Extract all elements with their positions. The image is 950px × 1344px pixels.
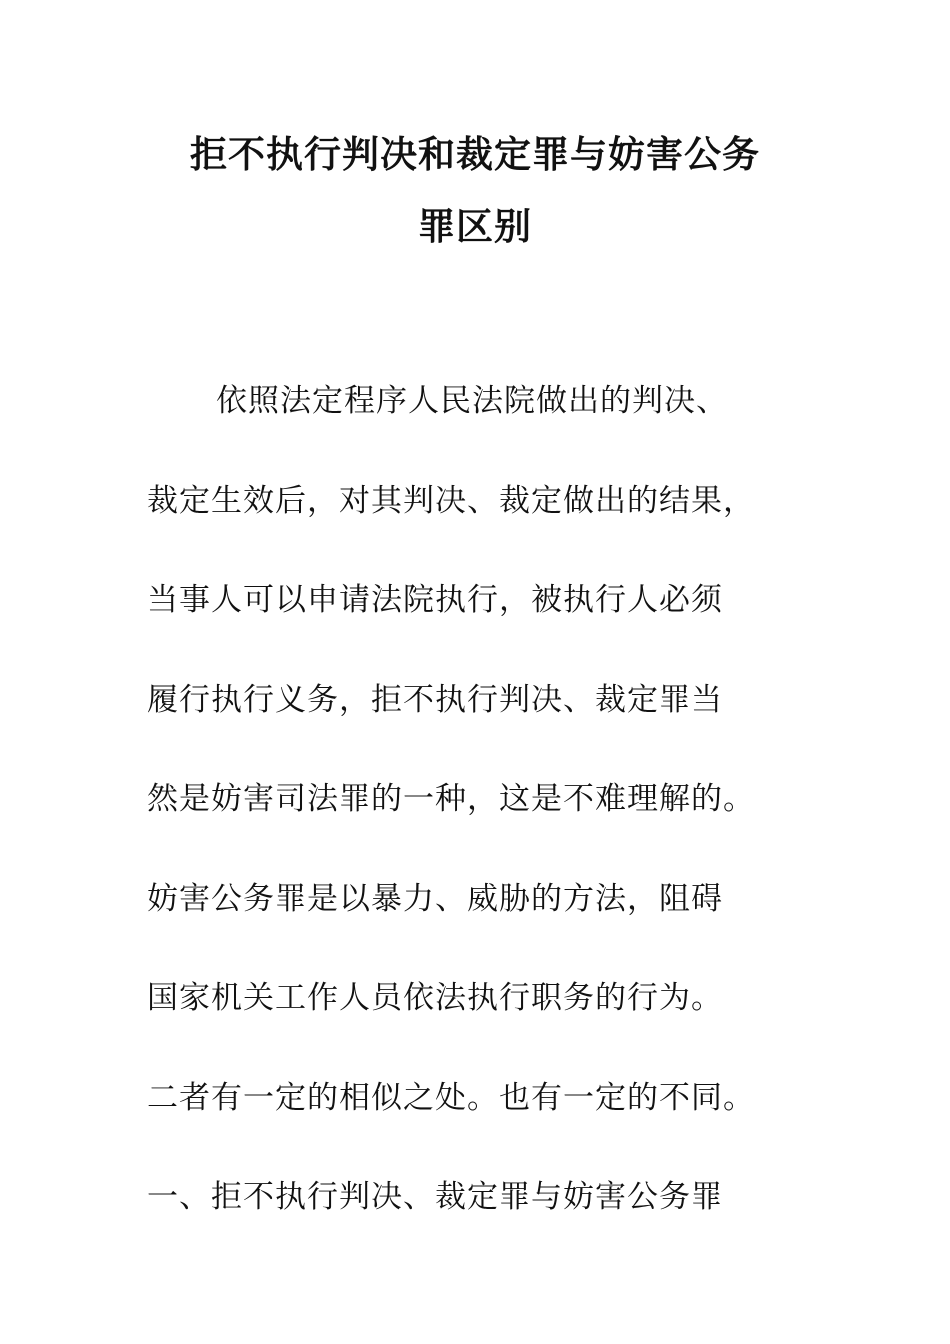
body-line-1: 依照法定程序人民法院做出的判决、 [216,383,728,419]
body-line-8: 二者有一定的相似之处。也有一定的不同。 [147,1080,755,1116]
body-line-9: 一、拒不执行判决、裁定罪与妨害公务罪 [147,1179,723,1215]
body-line-4: 履行执行义务，拒不执行判决、裁定罪当 [147,682,723,718]
body-line-3: 当事人可以申请法院执行，被执行人必须 [147,582,723,618]
document-title-line-2: 罪区别 [418,204,532,248]
document-title-line-1: 拒不执行判决和裁定罪与妨害公务 [190,132,760,176]
body-line-6: 妨害公务罪是以暴力、威胁的方法，阻碍 [147,881,723,917]
body-line-2: 裁定生效后，对其判决、裁定做出的结果， [147,483,755,519]
body-line-5: 然是妨害司法罪的一种，这是不难理解的。 [147,781,755,817]
body-line-7: 国家机关工作人员依法执行职务的行为。 [147,980,723,1016]
